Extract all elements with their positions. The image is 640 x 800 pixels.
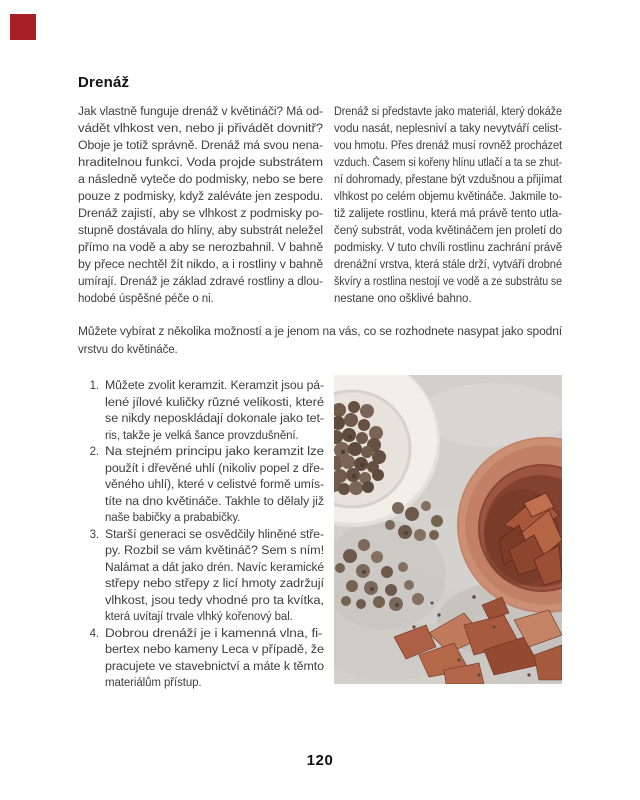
text-line: Nalámat a dát jako drén. Navíc keramické (105, 561, 324, 574)
text-line: drenážní vrstva, která stále drží, vytváří drobné (334, 259, 562, 271)
text-line: škvíry a rostlina nestojí ve vodě a ze substrátu se (334, 276, 562, 288)
list-item (78, 378, 324, 444)
text-line: střepy nebo střepy z licí hmoty zadržují (105, 578, 324, 590)
text-line: vlhkost, jsou tedy vhodné pro ta kvítka, (105, 594, 324, 607)
drainage-photo-art (334, 375, 562, 684)
text-line: materiálům přístup. (105, 677, 202, 689)
text-line: vou hmotu. Přes drenáž musí rovněž procházet (334, 140, 562, 152)
text-line: vodu nasát, neplesniví a taky nevytváří celist- (334, 123, 562, 135)
text-line: přímo na vodě a aby se nerozbahnil. V bahně (78, 242, 323, 254)
list-item (78, 527, 324, 626)
text-line: nestane ono ošklivé bahno. (334, 293, 472, 305)
text-line: Oboje je totiž správně. Drenáž má svou nena- (78, 140, 323, 152)
corner-marker (10, 14, 36, 40)
list-item (78, 444, 324, 527)
drainage-options-list (78, 378, 324, 692)
list-item-number: 4. (89, 627, 99, 640)
text-line: a následně vyteče do podmisky, nebo se bere (78, 174, 323, 186)
text-line: bertex nebo kameny Leca v případě, že (105, 644, 324, 656)
list-item-number: 2. (89, 446, 99, 458)
text-line: Drenáž zajistí, aby se vlhkost z podmisky po- (78, 208, 323, 220)
text-line: vlhkost po celém objemu květináče. Jakmile to- (334, 191, 562, 203)
text-line: Na stejném principu jako keramzit lze (105, 446, 324, 458)
list-item-text (105, 378, 324, 444)
text-line: Starší generaci se osvědčily hliněné stře- (105, 528, 324, 541)
list-item (78, 626, 324, 692)
text-line: vrstvu do květináče. (78, 343, 178, 356)
text-line: vzduch. Časem si kořeny hlínu utlačí a ta se zhut- (334, 157, 562, 169)
text-line: lené jílové kuličky různé velikosti, které (105, 396, 324, 409)
intro-paragraph (78, 324, 562, 359)
drainage-photo (334, 375, 562, 684)
text-line: Můžete zvolit keramzit. Keramzit jsou pá- (105, 380, 324, 392)
text-line: věného uhlí), které v celistvé formě umís- (105, 479, 324, 491)
text-line: čený substrát, voda květináčem jen proletí do (334, 225, 562, 237)
text-line: použít i dřevěné uhlí (nikoliv popel z dře- (105, 462, 324, 475)
page-title: Drenáž (78, 74, 130, 91)
list-item-text (105, 527, 324, 626)
text-line: py. Rozbil se vám květináč? Sem s ním! (105, 545, 324, 557)
text-line: Dobrou drenáží je i kamenná vlna, fi- (105, 627, 323, 640)
list-item-text (105, 444, 324, 527)
text-line: pracujete ve stavebnictví a máte k těmto (105, 660, 324, 673)
page-number: 120 (306, 752, 334, 769)
text-line: Jak vlastně funguje drenáž v květináči? Má od- (78, 106, 323, 118)
text-line: tiž zalijete rostlinu, která má právě tento utla- (334, 208, 562, 220)
list-item-number: 1. (89, 380, 99, 392)
text-line: se nikdy neposkládají dokonale jako tet- (105, 413, 324, 425)
text-line: pouze z podmisky, když zaléváte jen zespodu. (78, 191, 323, 203)
list-item-number: 3. (89, 528, 99, 541)
text-line: naše babičky a prababičky. (105, 512, 241, 524)
text-line: hraditelnou funkci. Voda projde substrátem (78, 157, 323, 169)
text-line: títe na dno květináče. Takhle to dělaly již (105, 495, 324, 508)
text-line: umírají. Drenáž je základ zdravé rostliny a dlou- (78, 276, 323, 288)
body-column-right (334, 104, 562, 308)
text-line: by přece nechtěl žít nikdo, a i rostliny v bahně (78, 259, 323, 271)
text-line: hodobé úspěšné péče o ni. (78, 293, 214, 305)
text-line: stupně dostávala do hlíny, aby substrát neležel (78, 225, 323, 237)
text-line: vádět vlhkost ven, nebo ji přivádět dovnitř? (78, 123, 323, 135)
text-line: podmisky. V tuto chvíli rostlinu zachrání právě (334, 242, 562, 254)
list-item-text (105, 626, 324, 692)
body-column-left (78, 104, 323, 308)
text-line: která uvítají trvale vlhký kořenový bal. (105, 611, 293, 623)
text-line: ris, takže je velká šance provzdušnění. (105, 429, 299, 442)
text-line: Můžete vybírat z několika možností a je jenom na vás, co se rozhodnete nasypat jako spodní (78, 326, 562, 338)
text-line: ní dohromady, přestane být vzdušnou a přijímat (334, 174, 562, 186)
text-line: Drenáž si představte jako materiál, který dokáže (334, 106, 562, 118)
